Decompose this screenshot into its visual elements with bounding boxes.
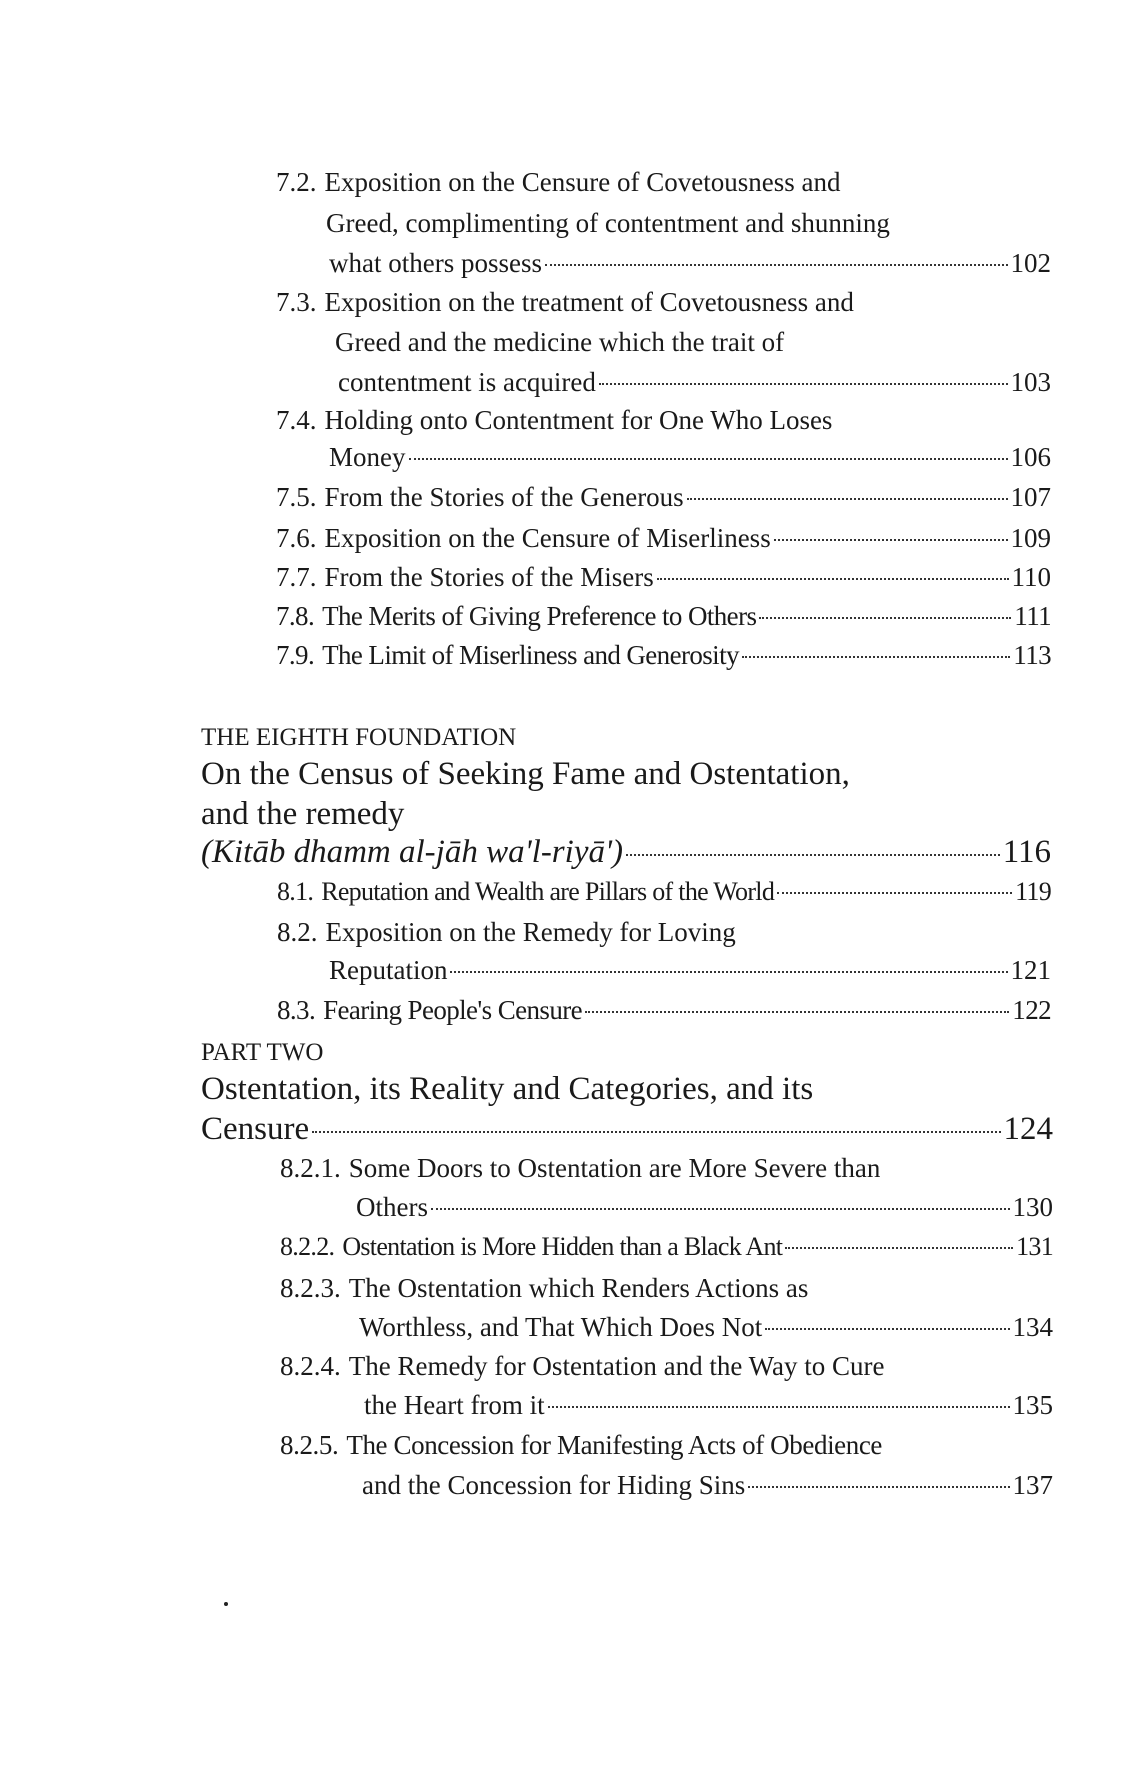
entry-title: Greed, complimenting of contentment and shunning bbox=[326, 208, 890, 238]
dot-leader bbox=[748, 1486, 1009, 1488]
entry-last-line[interactable] bbox=[329, 951, 1051, 989]
toc-entry-7-4 bbox=[276, 401, 832, 439]
entry-number: 8.2.3. bbox=[280, 1273, 341, 1303]
entry-number: 7.4. bbox=[276, 405, 317, 435]
toc-entry-8-3[interactable] bbox=[277, 991, 1051, 1029]
entry-number: 8.3. bbox=[277, 995, 316, 1025]
toc-entry-8-2-5 bbox=[280, 1426, 882, 1464]
section-title-transliteration: (Kitāb dhamm al-jāh wa'l-riyā') bbox=[201, 834, 624, 870]
entry-title: Exposition on the Censure of Miserliness bbox=[324, 523, 771, 553]
entry-title: From the Stories of the Generous bbox=[324, 482, 684, 512]
part-title-text: Ostentation, its Reality and Categories, and its bbox=[201, 1071, 814, 1107]
section-title-text: and the remedy bbox=[201, 796, 405, 832]
entry-title: Fearing People's Censure bbox=[323, 995, 583, 1025]
entry-title: The Ostentation which Renders Actions as bbox=[348, 1273, 809, 1303]
entry-title: Worthless, and That Which Does Not bbox=[359, 1312, 763, 1342]
dot-leader bbox=[431, 1208, 1010, 1210]
dot-leader bbox=[765, 1328, 1009, 1330]
entry-last-line[interactable] bbox=[338, 363, 1051, 401]
section-title-text: On the Census of Seeking Fame and Ostentation, bbox=[201, 756, 850, 792]
part-title-text: Censure bbox=[201, 1111, 310, 1147]
dot-leader bbox=[785, 1247, 1013, 1249]
entry-number: 7.9. bbox=[276, 640, 315, 670]
toc-entry-8-2-4 bbox=[280, 1347, 884, 1385]
entry-number: 7.7. bbox=[276, 562, 317, 592]
entry-title: Money bbox=[329, 442, 406, 472]
toc-entry-7-7[interactable] bbox=[276, 558, 1051, 596]
page-number: 109 bbox=[1010, 523, 1051, 553]
page-number: 121 bbox=[1010, 955, 1051, 985]
entry-title: the Heart from it bbox=[364, 1390, 545, 1420]
entry-number: 7.2. bbox=[276, 167, 317, 197]
dot-leader bbox=[599, 383, 1008, 385]
page-number: 131 bbox=[1016, 1232, 1053, 1261]
entry-number: 8.2.2. bbox=[280, 1232, 335, 1261]
section-title bbox=[201, 752, 850, 796]
page-number: 106 bbox=[1010, 442, 1051, 472]
dot-leader bbox=[774, 539, 1008, 541]
entry-title: The Concession for Manifesting Acts of Obedience bbox=[346, 1430, 883, 1460]
page-number: 119 bbox=[1015, 877, 1051, 906]
toc-entry-8-2-3 bbox=[280, 1269, 808, 1307]
toc-entry-7-8[interactable] bbox=[276, 597, 1051, 635]
toc-entry-8-2-1 bbox=[280, 1149, 880, 1187]
page-number: 107 bbox=[1010, 482, 1051, 512]
entry-title: The Remedy for Ostentation and the Way to Cure bbox=[348, 1351, 885, 1381]
dot-leader bbox=[545, 264, 1008, 266]
dot-leader bbox=[312, 1131, 1000, 1133]
page-number: 111 bbox=[1014, 601, 1051, 631]
entry-title: and the Concession for Hiding Sins bbox=[362, 1470, 746, 1500]
entry-title: Greed and the medicine which the trait of bbox=[335, 327, 785, 357]
entry-title: contentment is acquired bbox=[338, 367, 596, 397]
dot-leader bbox=[742, 656, 1010, 658]
dot-leader bbox=[657, 578, 1009, 580]
entry-number: 8.2.4. bbox=[280, 1351, 341, 1381]
entry-number: 8.2. bbox=[277, 917, 318, 947]
entry-last-line[interactable] bbox=[359, 1308, 1053, 1346]
part-title-cont[interactable] bbox=[201, 1107, 1053, 1151]
entry-number: 7.5. bbox=[276, 482, 317, 512]
dot-leader bbox=[409, 458, 1008, 460]
entry-last-line[interactable] bbox=[356, 1188, 1053, 1226]
page-number: 122 bbox=[1012, 995, 1051, 1025]
section-title-arabic[interactable] bbox=[201, 830, 1051, 874]
entry-last-line[interactable] bbox=[329, 244, 1051, 282]
toc-entry-7-6[interactable] bbox=[276, 519, 1051, 557]
entry-number: 7.6. bbox=[276, 523, 317, 553]
page-number: 130 bbox=[1012, 1192, 1053, 1222]
scan-speck bbox=[224, 1602, 228, 1606]
part-label-text: PART TWO bbox=[201, 1039, 324, 1066]
page-number: 124 bbox=[1003, 1111, 1053, 1147]
toc-entry-7-9[interactable] bbox=[276, 636, 1051, 674]
entry-title: Exposition on the treatment of Covetousness and bbox=[324, 287, 854, 317]
entry-last-line[interactable] bbox=[329, 438, 1051, 476]
entry-title: Reputation bbox=[329, 955, 448, 985]
entry-number: 7.3. bbox=[276, 287, 317, 317]
entry-title: Holding onto Contentment for One Who Loses bbox=[324, 405, 833, 435]
page-number: 116 bbox=[1002, 834, 1051, 870]
entry-number: 7.8. bbox=[276, 601, 315, 631]
dot-leader bbox=[626, 854, 1000, 856]
entry-title: Others bbox=[356, 1192, 428, 1222]
entry-title-cont bbox=[335, 323, 784, 361]
dot-leader bbox=[548, 1406, 1010, 1408]
dot-leader bbox=[777, 892, 1012, 894]
toc-entry-8-2 bbox=[277, 913, 736, 951]
page-number: 103 bbox=[1010, 367, 1051, 397]
entry-title: Exposition on the Censure of Covetousness and bbox=[324, 167, 841, 197]
entry-title: From the Stories of the Misers bbox=[324, 562, 654, 592]
toc-entry-7-5[interactable] bbox=[276, 478, 1051, 516]
entry-title: Ostentation is More Hidden than a Black Ant bbox=[342, 1232, 783, 1261]
dot-leader bbox=[759, 617, 1011, 619]
dot-leader bbox=[450, 971, 1007, 973]
page-number: 137 bbox=[1012, 1470, 1053, 1500]
entry-title: what others possess bbox=[329, 248, 542, 278]
entry-title: Some Doors to Ostentation are More Severe than bbox=[348, 1153, 881, 1183]
toc-entry-7-3 bbox=[276, 283, 854, 321]
page-number: 102 bbox=[1010, 248, 1051, 278]
toc-entry-8-2-2[interactable] bbox=[280, 1228, 1053, 1266]
toc-entry-8-1[interactable] bbox=[277, 873, 1051, 911]
entry-last-line[interactable] bbox=[364, 1386, 1053, 1424]
entry-number: 8.2.5. bbox=[280, 1430, 339, 1460]
entry-title: Exposition on the Remedy for Loving bbox=[325, 917, 736, 947]
dot-leader bbox=[687, 498, 1008, 500]
entry-last-line[interactable] bbox=[362, 1466, 1053, 1504]
section-label-text: THE EIGHTH FOUNDATION bbox=[201, 724, 517, 751]
page-number: 113 bbox=[1013, 640, 1051, 670]
entry-number: 8.1. bbox=[277, 877, 314, 906]
dot-leader bbox=[585, 1011, 1009, 1013]
page-number: 134 bbox=[1012, 1312, 1053, 1342]
entry-title: Reputation and Wealth are Pillars of the World bbox=[321, 877, 775, 906]
part-title bbox=[201, 1067, 813, 1111]
entry-title: The Limit of Miserliness and Generosity bbox=[322, 640, 739, 670]
entry-title: The Merits of Giving Preference to Others bbox=[322, 601, 757, 631]
entry-title-cont bbox=[326, 204, 890, 242]
page-number: 135 bbox=[1012, 1390, 1053, 1420]
toc-entry-7-2 bbox=[276, 163, 840, 201]
entry-number: 8.2.1. bbox=[280, 1153, 341, 1183]
page-number: 110 bbox=[1011, 562, 1051, 592]
